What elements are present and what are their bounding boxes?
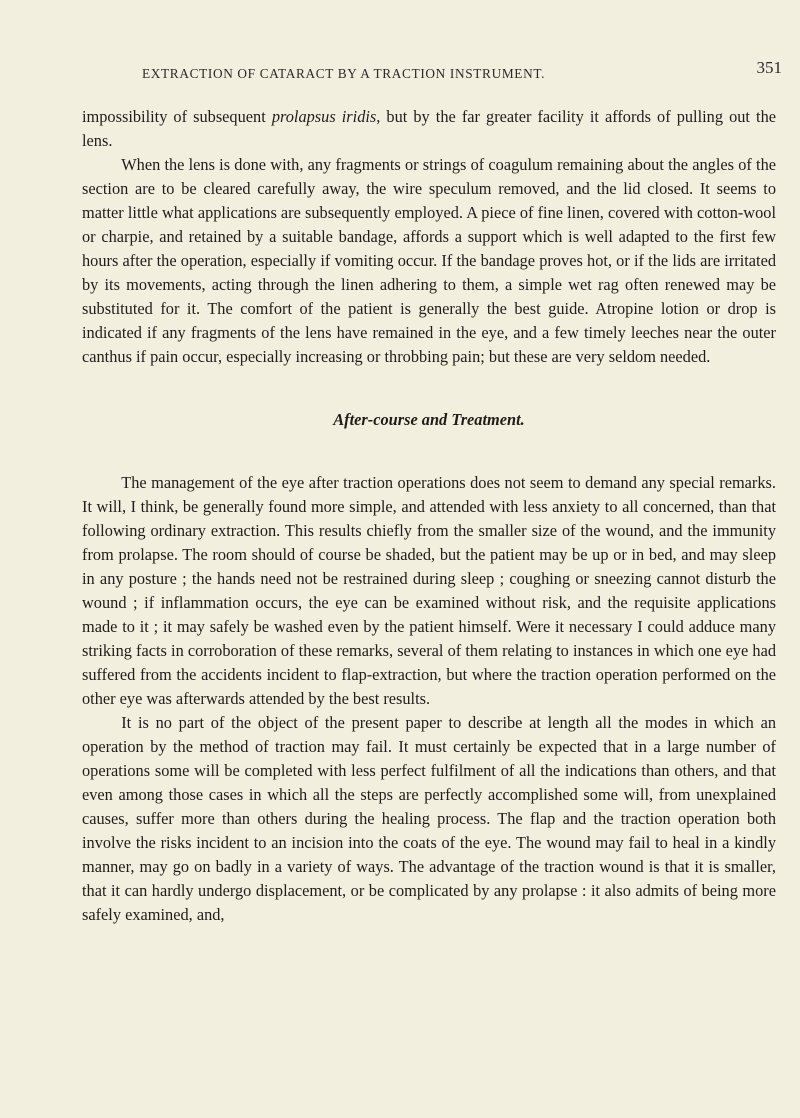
- paragraph-failure-modes: It is no part of the object of the present paper to describe at length all the modes in which an operation by the method of traction may fail. It must certainly be expected that in a large number of operations some will be completed with less perfect fulfilment of all the indications than others, and that even among those cases in which all the steps are perfectly accomplished some will, from unexplained causes, suffer more than others during the healing process. The flap and the traction operation both involve the risks incident to an incision into the coats of the eye. The wound may fail to heal in a kindly manner, may go on badly in a variety of ways. The advantage of the traction wound is that it is smaller, that it can hardly undergo displacement, or be complicated by any prolapse : it also admits of being more safely examined, and,: [82, 713, 776, 924]
- page-number: 351: [756, 58, 782, 77]
- paragraph-continuation: [82, 105, 776, 153]
- paragraph-text: , but by the far greater facility it affords of pulling out the lens.: [82, 107, 776, 150]
- running-title: EXTRACTION OF CATARACT BY A TRACTION INSTRUMENT.: [142, 66, 546, 81]
- paragraph-text: impossibility of subsequent: [82, 107, 272, 126]
- running-head: [142, 58, 782, 80]
- section-heading: After-course and Treatment.: [333, 410, 525, 429]
- paragraph-management: The management of the eye after traction operations does not seem to demand any special remarks. It will, I think, be generally found more simple, and attended with less anxiety to all concerned, than that following ordinary extraction. This results chiefly from the smaller size of the wound, and the immunity from prolapse. The room should of course be shaded, but the patient may be up or in bed, and may sleep in any posture ; the hands need not be restrained during sleep ; coughing or sneezing cannot disturb the wound ; if inflammation occurs, the eye can be examined without risk, and the requisite applications made to it ; it may safely be washed even by the patient himself. Were it necessary I could adduce many striking facts in corroboration of these remarks, several of them relating to instances in which one eye had suffered from the accidents incident to flap-extraction, but where the traction operation performed on the other eye was afterwards attended by the best results.: [82, 473, 776, 708]
- italic-term: prolapsus iridis: [271, 107, 377, 126]
- paragraph-after-care: When the lens is done with, any fragments or strings of coagulum remaining about the angles of the section are to be cleared carefully away, the wire speculum removed, and the lid closed. It seems to matter little what applications are subsequently employed. A piece of fine linen, covered with cotton-wool or charpie, and retained by a suitable bandage, affords a support which is well adapted to the first few hours after the operation, especially if vomiting occur. If the bandage proves hot, or if the lids are irritated by its movements, acting through the linen adhering to them, a simple wet rag often renewed may be substituted for it. The comfort of the patient is generally the best guide. Atropine lotion or drop is indicated if any fragments of the lens have remained in the eye, and a few timely leeches near the outer canthus if pain occur, especially increasing or throbbing pain; but these are very seldom needed.: [82, 155, 776, 366]
- body-text: [82, 105, 776, 927]
